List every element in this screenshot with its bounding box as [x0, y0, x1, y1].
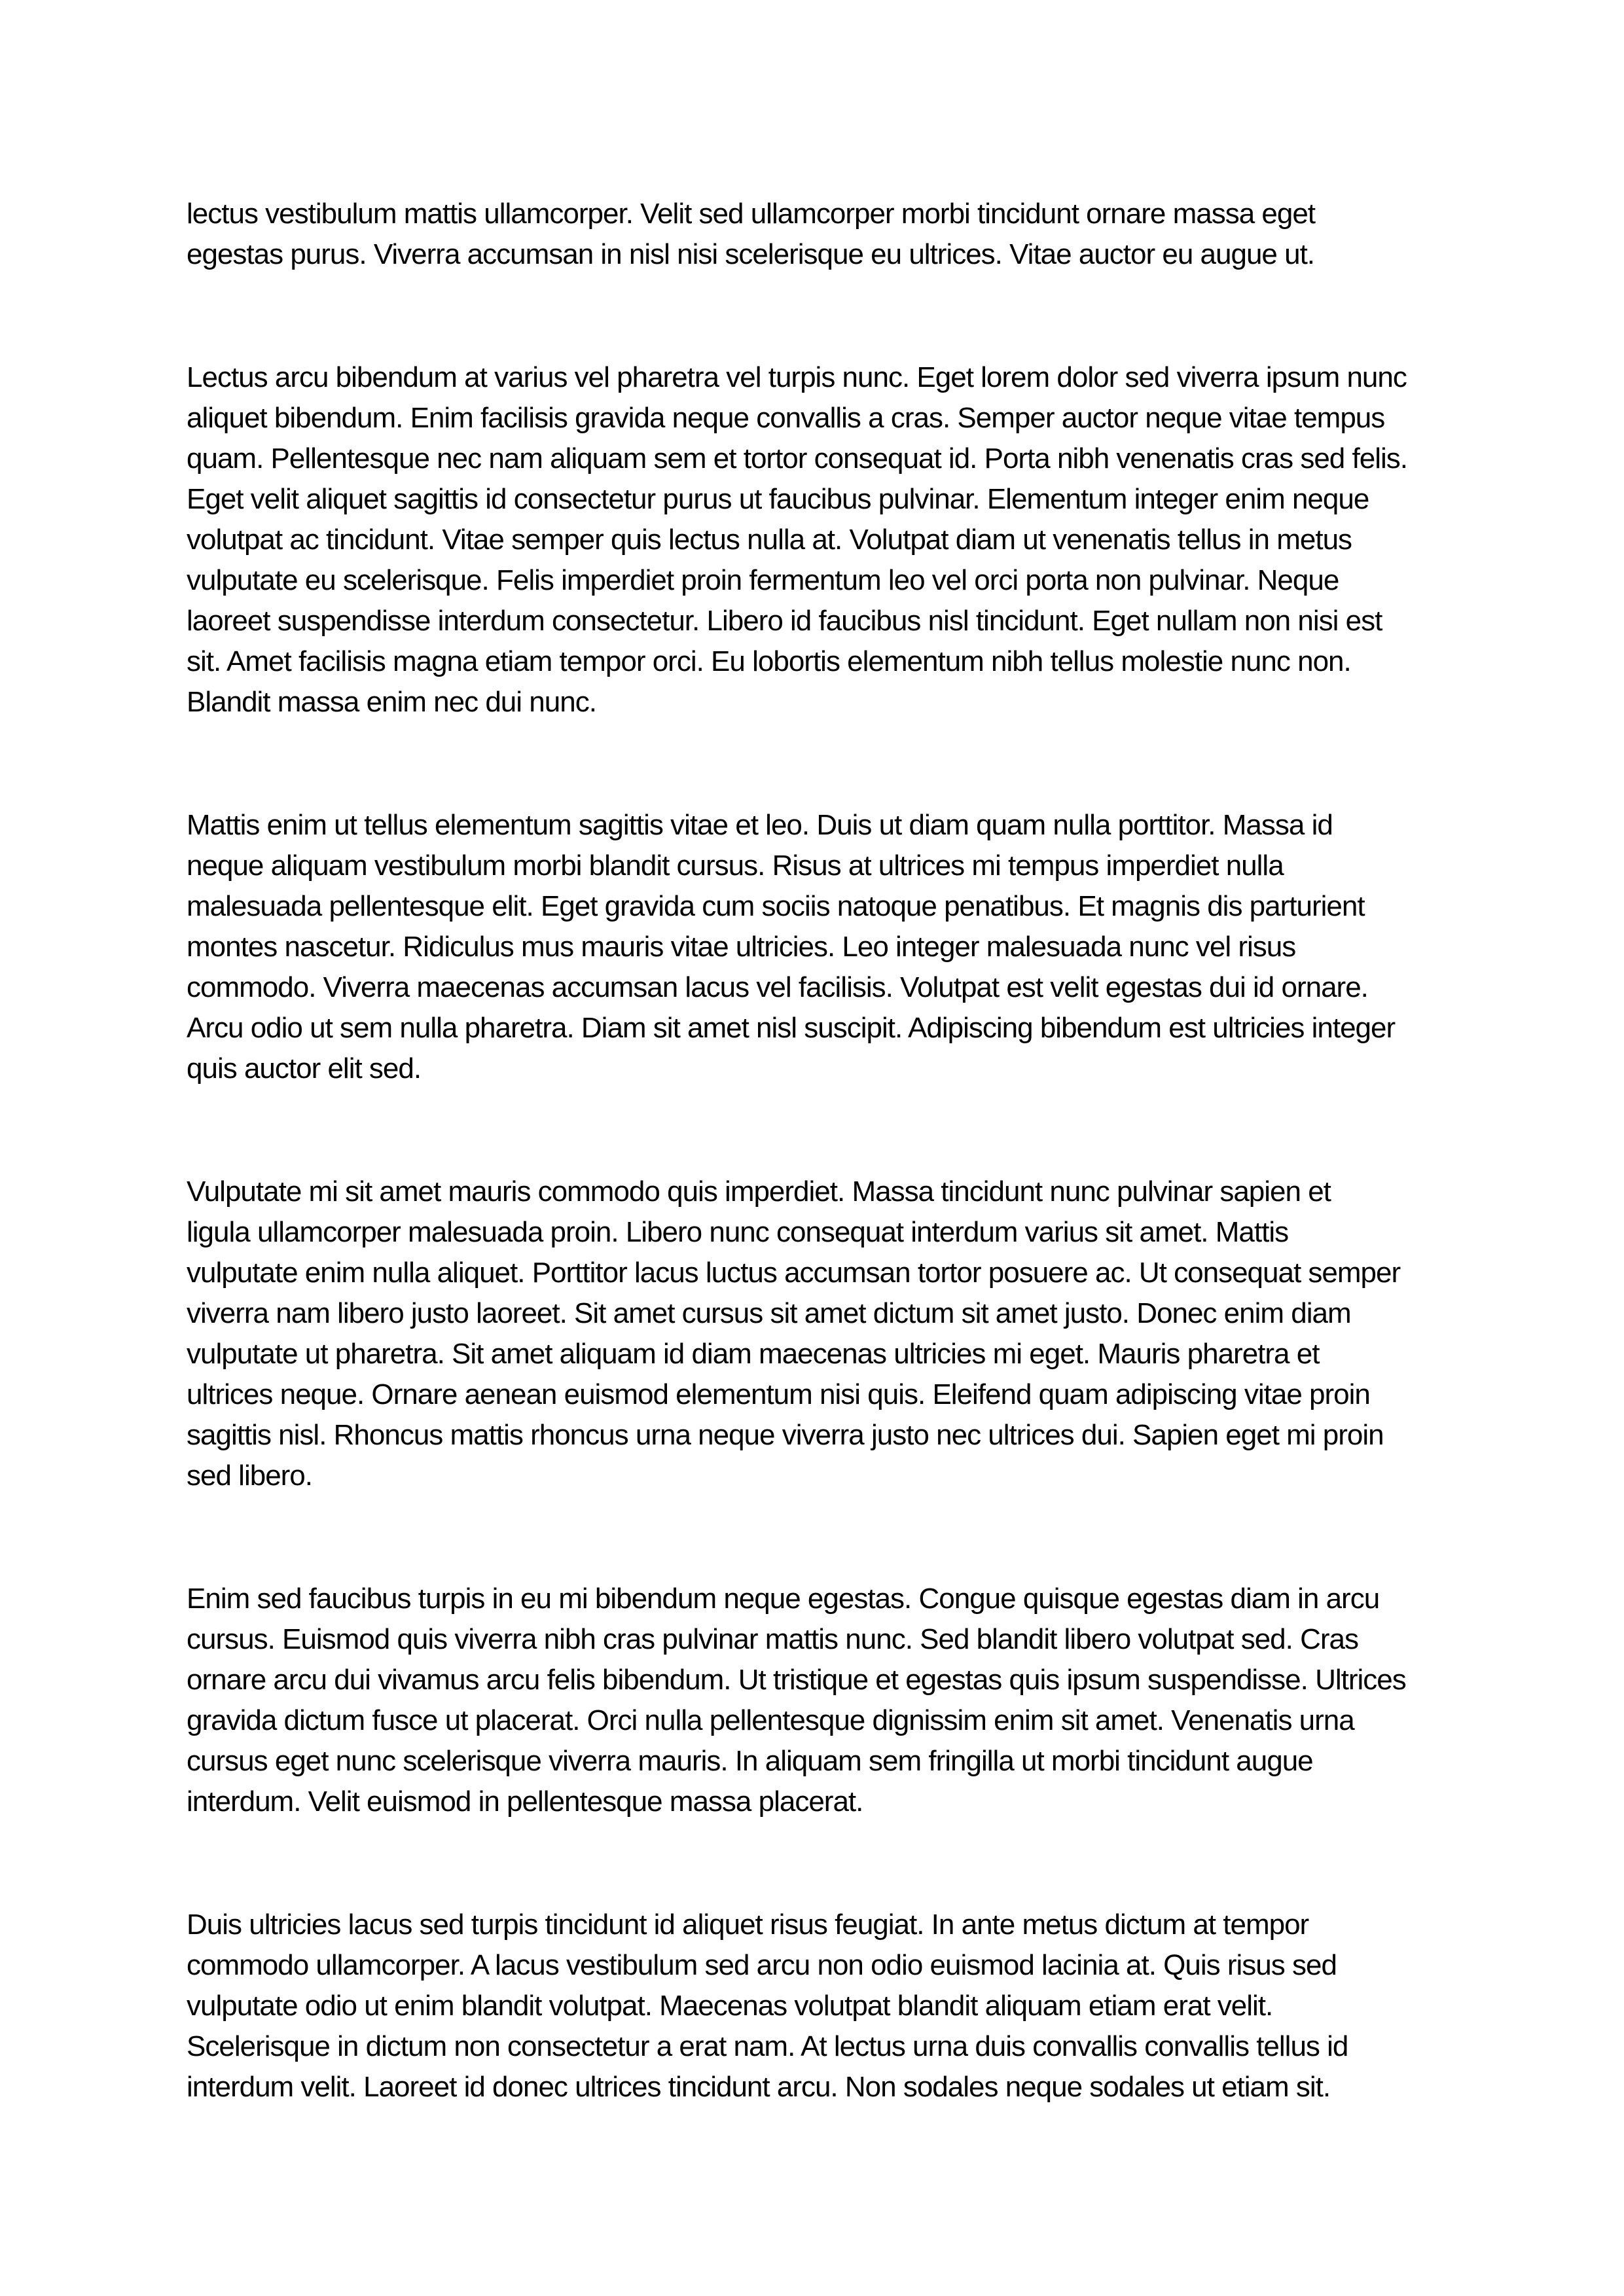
- text-line: Lectus arcu bibendum at varius vel pharetra vel turpis nunc. Eget lorem dolor sed viverra ipsum nunc: [187, 361, 1407, 393]
- text-line: egestas purus. Viverra accumsan in nisl nisi scelerisque eu ultrices. Vitae auctor eu augue ut.: [187, 238, 1315, 270]
- text-line: viverra nam libero justo laoreet. Sit amet cursus sit amet dictum sit amet justo. Donec enim diam: [187, 1297, 1351, 1329]
- text-line: ligula ullamcorper malesuada proin. Libero nunc consequat interdum varius sit amet. Mattis: [187, 1216, 1289, 1248]
- paragraph: [187, 805, 1450, 1089]
- text-line: quis auctor elit sed.: [187, 1052, 422, 1085]
- text-line: sed libero.: [187, 1460, 313, 1492]
- text-line: sit. Amet facilisis magna etiam tempor orci. Eu lobortis elementum nibh tellus molestie nunc non.: [187, 645, 1351, 677]
- paragraph: [187, 1172, 1450, 1496]
- text-line: Scelerisque in dictum non consectetur a erat nam. At lectus urna duis convallis convallis tellus id: [187, 2030, 1348, 2062]
- text-line: aliquet bibendum. Enim facilisis gravida neque convallis a cras. Semper auctor neque vitae tempus: [187, 402, 1385, 434]
- text-line: vulputate eu scelerisque. Felis imperdiet proin fermentum leo vel orci porta non pulvinar. Neque: [187, 564, 1339, 596]
- text-line: volutpat ac tincidunt. Vitae semper quis lectus nulla at. Volutpat diam ut venenatis tellus in metus: [187, 524, 1352, 556]
- text-line: Mattis enim ut tellus elementum sagittis vitae et leo. Duis ut diam quam nulla porttitor. Massa id: [187, 809, 1333, 841]
- paragraph: [187, 357, 1450, 723]
- text-line: ornare arcu dui vivamus arcu felis bibendum. Ut tristique et egestas quis ipsum suspendisse. Ultrices: [187, 1664, 1406, 1696]
- paragraph: [187, 1905, 1450, 2108]
- text-line: gravida dictum fusce ut placerat. Orci nulla pellentesque dignissim enim sit amet. Venenatis urna: [187, 1704, 1354, 1736]
- paragraph: [187, 1579, 1450, 1822]
- text-line: Duis ultricies lacus sed turpis tincidunt id aliquet risus feugiat. In ante metus dictum at tempor: [187, 1909, 1309, 1941]
- text-line: interdum. Velit euismod in pellentesque massa placerat.: [187, 1785, 863, 1818]
- text-line: montes nascetur. Ridiculus mus mauris vitae ultricies. Leo integer malesuada nunc vel risus: [187, 931, 1296, 963]
- text-line: vulputate odio ut enim blandit volutpat. Maecenas volutpat blandit aliquam etiam erat velit.: [187, 1990, 1273, 2022]
- text-line: laoreet suspendisse interdum consectetur. Libero id faucibus nisl tincidunt. Eget nullam non nisi est: [187, 605, 1382, 637]
- text-line: lectus vestibulum mattis ullamcorper. Velit sed ullamcorper morbi tincidunt ornare massa eget: [187, 198, 1316, 230]
- text-line: vulputate enim nulla aliquet. Porttitor lacus luctus accumsan tortor posuere ac. Ut consequat semper: [187, 1257, 1401, 1289]
- text-line: cursus. Euismod quis viverra nibh cras pulvinar mattis nunc. Sed blandit libero volutpat sed. Cras: [187, 1623, 1359, 1655]
- text-line: malesuada pellentesque elit. Eget gravida cum sociis natoque penatibus. Et magnis dis parturient: [187, 890, 1365, 922]
- text-line: Blandit massa enim nec dui nunc.: [187, 686, 596, 718]
- paragraph: [187, 194, 1450, 275]
- text-line: vulputate ut pharetra. Sit amet aliquam id diam maecenas ultricies mi eget. Mauris pharetra et: [187, 1338, 1320, 1370]
- text-line: cursus eget nunc scelerisque viverra mauris. In aliquam sem fringilla ut morbi tincidunt augue: [187, 1745, 1313, 1777]
- text-line: sagittis nisl. Rhoncus mattis rhoncus urna neque viverra justo nec ultrices dui. Sapien eget mi proin: [187, 1419, 1384, 1451]
- text-line: commodo. Viverra maecenas accumsan lacus vel facilisis. Volutpat est velit egestas dui id ornare.: [187, 971, 1368, 1003]
- text-line: ultrices neque. Ornare aenean euismod elementum nisi quis. Eleifend quam adipiscing vitae proin: [187, 1378, 1370, 1410]
- text-line: Enim sed faucibus turpis in eu mi bibendum neque egestas. Congue quisque egestas diam in arcu: [187, 1583, 1380, 1615]
- text-line: interdum velit. Laoreet id donec ultrices tincidunt arcu. Non sodales neque sodales ut etiam sit.: [187, 2071, 1331, 2103]
- text-line: Arcu odio ut sem nulla pharetra. Diam sit amet nisl suscipit. Adipiscing bibendum est ultricies integer: [187, 1012, 1396, 1044]
- text-line: Vulputate mi sit amet mauris commodo quis imperdiet. Massa tincidunt nunc pulvinar sapien et: [187, 1175, 1331, 1208]
- text-line: Eget velit aliquet sagittis id consectetur purus ut faucibus pulvinar. Elementum integer enim neque: [187, 483, 1369, 515]
- text-line: commodo ullamcorper. A lacus vestibulum sed arcu non odio euismod lacinia at. Quis risus sed: [187, 1949, 1337, 1981]
- text-column: [187, 194, 1450, 2190]
- text-line: neque aliquam vestibulum morbi blandit cursus. Risus at ultrices mi tempus imperdiet nulla: [187, 850, 1284, 882]
- text-line: quam. Pellentesque nec nam aliquam sem et tortor consequat id. Porta nibh venenatis cras sed felis.: [187, 442, 1407, 475]
